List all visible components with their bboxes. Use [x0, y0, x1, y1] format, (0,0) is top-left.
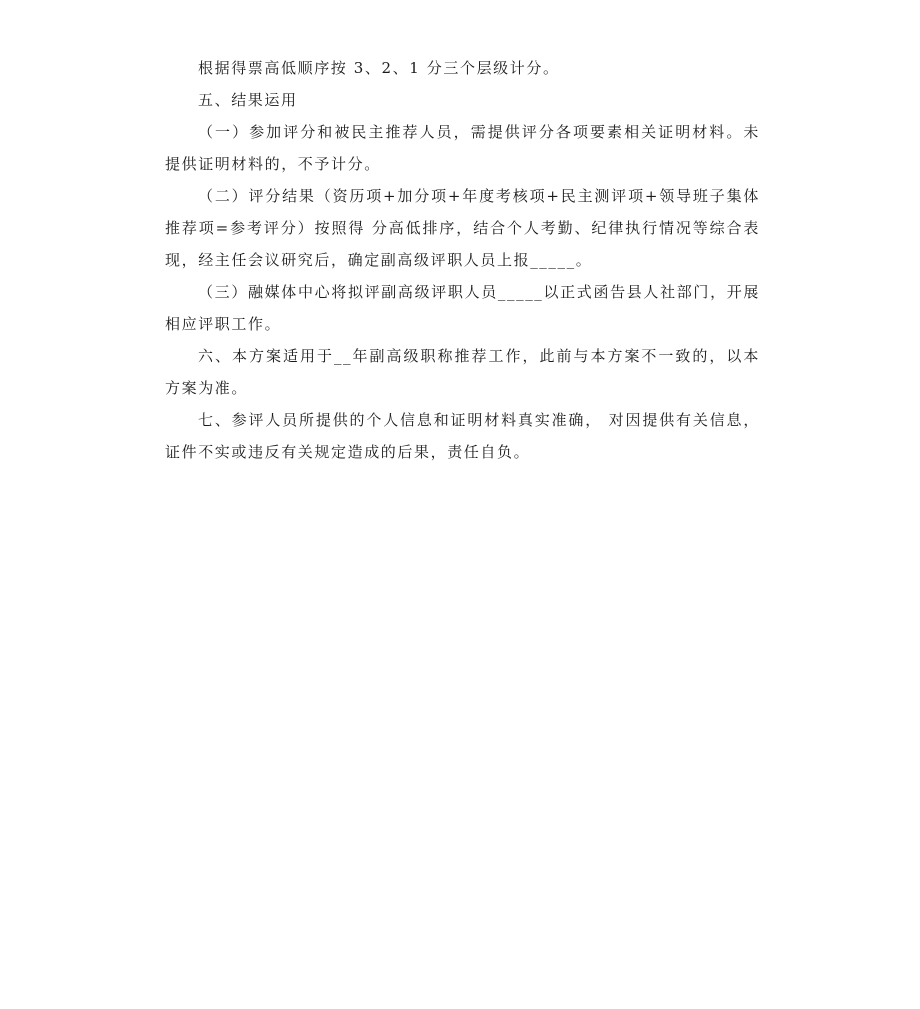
paragraph-results-1: （一）参加评分和被民主推荐人员，需提供评分各项要素相关证明材料。未提供证明材料的，不予计分。 — [165, 123, 760, 173]
paragraph-section-6: 六、本方案适用于__年副高级职称推荐工作，此前与本方案不一致的，以本方案为准。 — [165, 347, 760, 397]
paragraph-scoring-levels: 根据得票高低顺序按 3、2、1 分三个层级计分。 — [198, 59, 560, 77]
paragraph-section-7: 七、参评人员所提供的个人信息和证明材料真实准确， 对因提供有关信息，证件不实或违反有关规定造成的后果，责任自负。 — [165, 411, 760, 461]
paragraph-results-3: （三）融媒体中心将拟评副高级评职人员_____以正式函告县人社部门，开展相应评职工作。 — [165, 283, 760, 333]
section-heading-results: 五、结果运用 — [198, 91, 298, 109]
document-body — [165, 52, 760, 468]
paragraph-results-2: （二）评分结果（资历项+加分项+年度考核项+民主测评项+领导班子集体推荐项=参考评分）按照得 分高低排序，结合个人考勤、纪律执行情况等综合表现，经主任会议研究后，确定副高级评职人员上报_____。 — [165, 187, 760, 269]
